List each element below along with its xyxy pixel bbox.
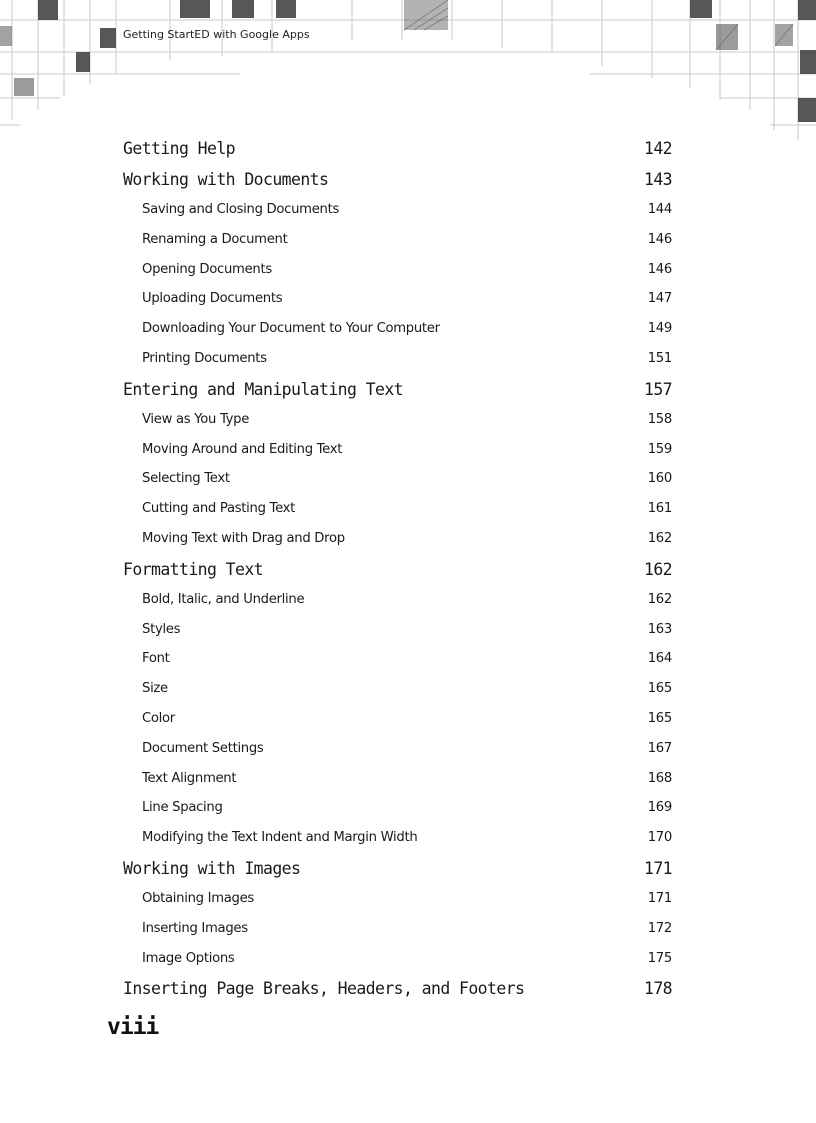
toc-entry-title: Moving Around and Editing Text xyxy=(142,441,343,457)
toc-subsection-entry xyxy=(123,344,672,374)
toc-entry-title: Renaming a Document xyxy=(142,231,288,247)
toc-dot-leader xyxy=(251,410,645,423)
toc-subsection-entry xyxy=(123,764,672,794)
toc-subsection-entry xyxy=(123,944,672,974)
toc-subsection-entry xyxy=(123,644,672,674)
toc-entry-title: Bold, Italic, and Underline xyxy=(142,591,305,607)
toc-dot-leader xyxy=(236,948,644,961)
toc-entry-title: Cutting and Pasting Text xyxy=(142,501,296,517)
toc-dot-leader xyxy=(297,499,645,512)
toc-entry-page-number: 160 xyxy=(647,471,672,487)
toc-entry-title: View as You Type xyxy=(142,411,250,427)
toc-subsection-entry xyxy=(123,494,672,524)
toc-entry-title: Moving Text with Drag and Drop xyxy=(142,530,345,546)
toc-dot-leader xyxy=(238,768,644,781)
toc-entry-title: Obtaining Images xyxy=(142,890,254,906)
toc-subsection-entry xyxy=(123,884,672,914)
toc-entry-page-number: 158 xyxy=(647,411,672,427)
toc-entry-title: Size xyxy=(142,681,168,697)
toc-section-entry xyxy=(123,973,672,1004)
toc-entry-page-number: 151 xyxy=(647,350,672,366)
toc-subsection-entry xyxy=(123,674,672,704)
toc-entry-page-number: 146 xyxy=(647,261,672,277)
toc-dot-leader xyxy=(265,558,641,575)
toc-dot-leader xyxy=(405,378,641,395)
toc-entry-title: Modifying the Text Indent and Margin Width xyxy=(142,830,418,846)
toc-entry-page-number: 175 xyxy=(647,950,672,966)
toc-subsection-entry xyxy=(123,225,672,255)
toc-dot-leader xyxy=(177,709,645,722)
table-of-contents xyxy=(123,133,672,1004)
toc-entry-title: Getting Help xyxy=(123,139,236,158)
running-head: Getting StartED with Google Apps xyxy=(123,28,310,41)
toc-entry-page-number: 178 xyxy=(643,979,672,999)
toc-dot-leader xyxy=(419,828,644,841)
toc-subsection-entry xyxy=(123,823,672,853)
toc-dot-leader xyxy=(442,319,645,332)
toc-entry-page-number: 147 xyxy=(647,291,672,307)
toc-dot-leader xyxy=(302,857,641,874)
toc-dot-leader xyxy=(341,200,645,213)
toc-entry-page-number: 144 xyxy=(647,202,672,217)
toc-entry-page-number: 165 xyxy=(647,681,672,697)
toc-subsection-entry xyxy=(123,255,672,285)
toc-dot-leader xyxy=(330,169,641,186)
toc-section-entry xyxy=(123,133,672,164)
toc-dot-leader xyxy=(182,619,645,632)
toc-entry-page-number: 162 xyxy=(647,530,672,546)
toc-dot-leader xyxy=(237,138,641,155)
toc-subsection-entry xyxy=(123,615,672,645)
toc-entry-title: Inserting Page Breaks, Headers, and Footers xyxy=(123,979,525,999)
toc-subsection-entry xyxy=(123,435,672,465)
toc-subsection-entry xyxy=(123,914,672,944)
toc-dot-leader xyxy=(526,978,641,995)
toc-subsection-entry xyxy=(123,314,672,344)
toc-dot-leader xyxy=(170,679,645,692)
toc-entry-title: Selecting Text xyxy=(142,471,230,487)
toc-dot-leader xyxy=(306,590,644,603)
toc-entry-title: Downloading Your Document to Your Computer xyxy=(142,321,440,337)
toc-entry-title: Saving and Closing Documents xyxy=(142,202,340,217)
toc-entry-page-number: 142 xyxy=(643,139,672,158)
toc-entry-page-number: 143 xyxy=(643,170,672,189)
toc-entry-title: Image Options xyxy=(142,950,235,966)
toc-dot-leader xyxy=(344,439,645,452)
toc-subsection-entry xyxy=(123,195,672,225)
toc-subsection-entry xyxy=(123,585,672,615)
toc-dot-leader xyxy=(266,739,645,752)
toc-entry-title: Font xyxy=(142,651,170,667)
toc-section-entry xyxy=(123,554,672,585)
page-number-folio: viii xyxy=(107,1014,159,1040)
toc-entry-title: Formatting Text xyxy=(123,559,264,579)
toc-dot-leader xyxy=(225,798,645,811)
toc-entry-title: Text Alignment xyxy=(142,770,237,786)
toc-section-entry xyxy=(123,164,672,195)
toc-subsection-entry xyxy=(123,405,672,435)
toc-entry-title: Line Spacing xyxy=(142,800,223,816)
toc-entry-page-number: 162 xyxy=(647,591,672,607)
toc-entry-page-number: 164 xyxy=(647,651,672,667)
toc-dot-leader xyxy=(172,649,645,662)
toc-entry-page-number: 157 xyxy=(643,379,672,399)
toc-entry-title: Styles xyxy=(142,621,181,637)
toc-dot-leader xyxy=(289,230,644,243)
toc-dot-leader xyxy=(284,289,644,302)
toc-dot-leader xyxy=(347,529,645,542)
toc-entry-title: Entering and Manipulating Text xyxy=(123,379,404,399)
toc-entry-page-number: 167 xyxy=(647,740,672,756)
toc-entry-title: Printing Documents xyxy=(142,350,267,366)
toc-subsection-entry xyxy=(123,734,672,764)
toc-section-entry xyxy=(123,853,672,884)
toc-entry-title: Working with Images xyxy=(123,858,301,878)
toc-dot-leader xyxy=(274,259,645,272)
toc-entry-page-number: 172 xyxy=(647,920,672,936)
toc-subsection-entry xyxy=(123,464,672,494)
toc-entry-title: Working with Documents xyxy=(123,170,329,189)
toc-entry-title: Document Settings xyxy=(142,740,264,756)
toc-subsection-entry xyxy=(123,524,672,554)
toc-section-entry xyxy=(123,374,672,405)
toc-dot-leader xyxy=(256,889,645,902)
toc-entry-page-number: 170 xyxy=(647,830,672,846)
toc-entry-page-number: 161 xyxy=(647,501,672,517)
toc-entry-page-number: 165 xyxy=(647,710,672,726)
toc-entry-page-number: 169 xyxy=(647,800,672,816)
toc-subsection-entry xyxy=(123,704,672,734)
toc-entry-title: Inserting Images xyxy=(142,920,248,936)
toc-entry-page-number: 149 xyxy=(647,321,672,337)
toc-entry-title: Opening Documents xyxy=(142,261,272,277)
toc-entry-page-number: 162 xyxy=(643,559,672,579)
toc-dot-leader xyxy=(232,469,645,482)
toc-entry-page-number: 146 xyxy=(647,231,672,247)
toc-entry-page-number: 171 xyxy=(647,890,672,906)
toc-entry-page-number: 168 xyxy=(647,770,672,786)
toc-dot-leader xyxy=(269,349,645,362)
toc-entry-title: Uploading Documents xyxy=(142,291,283,307)
toc-entry-page-number: 171 xyxy=(643,858,672,878)
toc-entry-page-number: 159 xyxy=(647,441,672,457)
toc-subsection-entry xyxy=(123,793,672,823)
toc-dot-leader xyxy=(250,919,645,932)
toc-subsection-entry xyxy=(123,284,672,314)
toc-entry-page-number: 163 xyxy=(647,621,672,637)
toc-entry-title: Color xyxy=(142,710,175,726)
